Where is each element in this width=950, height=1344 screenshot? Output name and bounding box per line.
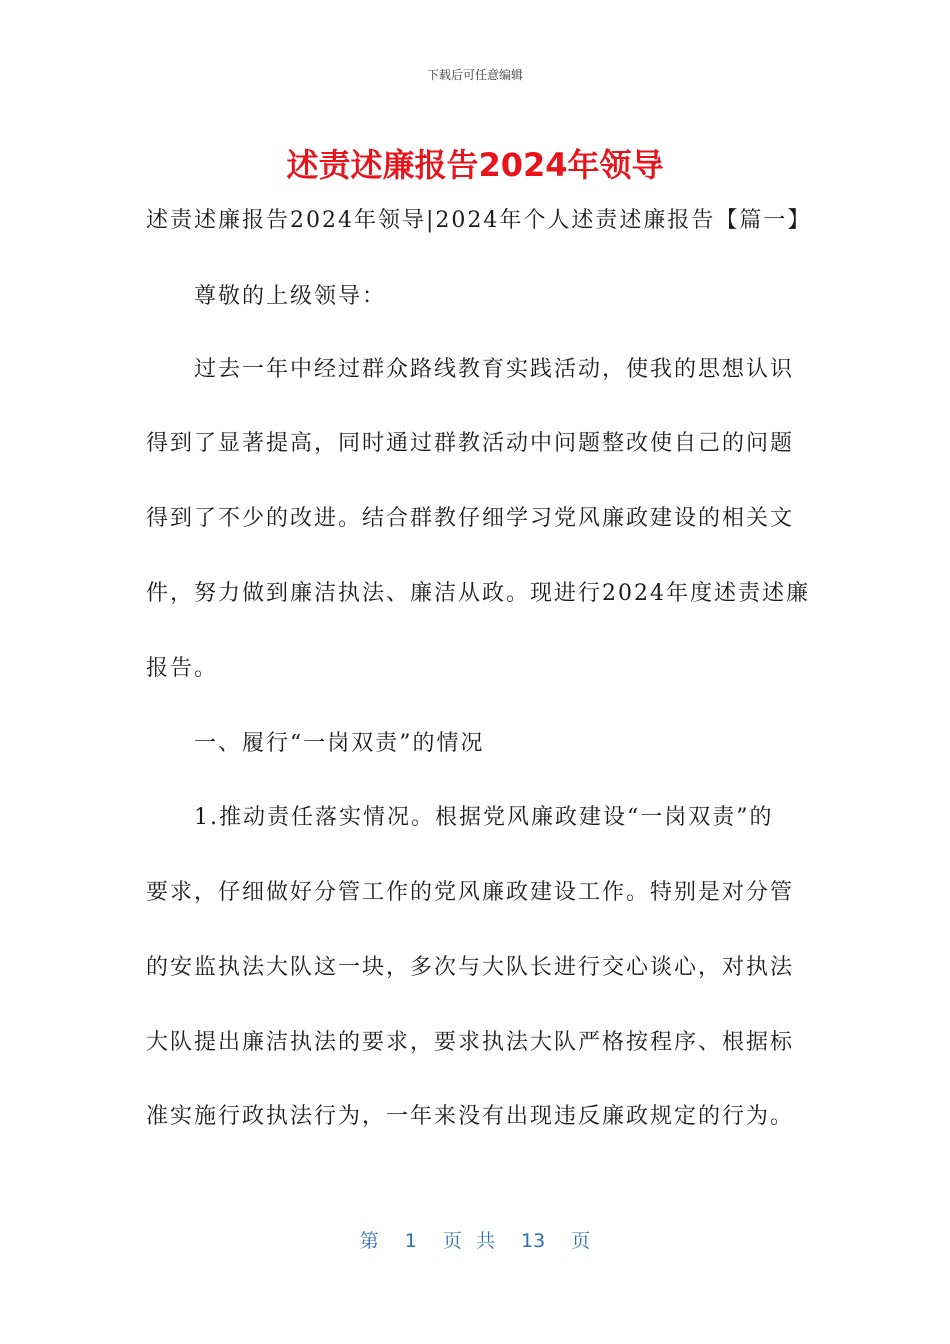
paragraph-line: 准实施行政执法行为，一年来没有出现违反廉政规定的行为。 [146, 1104, 795, 1129]
paragraph-line: 得到了不少的改进。结合群教仔细学习党风廉政建设的相关文 [146, 506, 795, 531]
page-footer [0, 1226, 950, 1253]
paragraph-line: 得到了显著提高，同时通过群教活动中问题整改使自己的问题 [146, 431, 795, 456]
paragraph-line: 大队提出廉洁执法的要求，要求执法大队严格按程序、根据标 [146, 1030, 795, 1055]
paragraph-line: 件，努力做到廉洁执法、廉洁从政。现进行2024年度述责述廉 [146, 581, 810, 606]
header-note: 下载后可任意编辑 [426, 68, 523, 82]
footer-suffix: 页 [571, 1230, 591, 1252]
subtitle-line: 述责述廉报告2024年领导|2024年个人述责述廉报告【篇一】 [146, 208, 812, 233]
footer-page-number: 1 [404, 1230, 417, 1252]
paragraph-line: 报告。 [146, 656, 219, 681]
document-title: 述责述廉报告2024年领导 [286, 146, 664, 184]
paragraph-line: 的安监执法大队这一块，多次与大队长进行交心谈心，对执法 [146, 955, 795, 980]
paragraph-line: 要求，仔细做好分管工作的党风廉政建设工作。特别是对分管 [146, 880, 795, 905]
footer-total-pages: 13 [521, 1230, 546, 1252]
paragraph-line: 1.推动责任落实情况。根据党风廉政建设“一岗双责”的 [194, 805, 774, 830]
paragraph-line: 过去一年中经过群众路线教育实践活动，使我的思想认识 [194, 357, 795, 382]
footer-prefix: 第 [359, 1230, 379, 1252]
footer-middle: 页 共 [442, 1230, 495, 1252]
section-heading: 一、履行“一岗双责”的情况 [194, 731, 485, 756]
salutation: 尊敬的上级领导： [194, 284, 387, 309]
